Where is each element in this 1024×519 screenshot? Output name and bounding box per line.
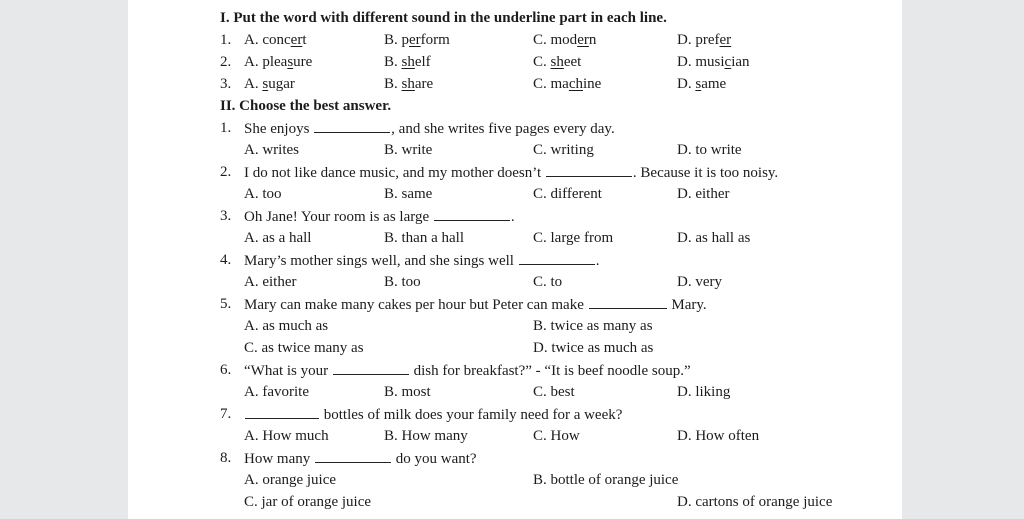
s1-q2-option-b: B. shelf (384, 54, 431, 70)
s2-q5-option-a: A. as much as (244, 318, 329, 334)
s1-q1-option-a: A. concert (244, 32, 307, 48)
s2-q1-option-c: C. writing (533, 142, 594, 158)
s2-q7-option-d: D. How often (677, 428, 760, 444)
s2-q8-number: 8. (220, 450, 232, 466)
s2-q4-stem: Mary’s mother sings well, and she sings well . (244, 253, 600, 269)
s2-q7-number: 7. (220, 406, 232, 422)
s2-q1-option-b: B. write (384, 142, 433, 158)
s2-q5-option-c: C. as twice many as (244, 340, 364, 356)
s1-q3-number: 3. (220, 76, 232, 92)
s2-q6-stem: “What is your dish for breakfast?” - “It is beef noodle soup.” (244, 363, 691, 379)
s2-q7-option-a: A. How much (244, 428, 329, 444)
answer-blank (546, 163, 632, 177)
s1-q3-option-b: B. share (384, 76, 434, 92)
s2-q2-option-a: A. too (244, 186, 282, 202)
s1-q1-number: 1. (220, 32, 232, 48)
s2-q1-option-a: A. writes (244, 142, 299, 158)
s2-q7-option-c: C. How (533, 428, 580, 444)
s1-q3-option-d: D. same (677, 76, 727, 92)
section-2-heading: II. Choose the best answer. (220, 98, 392, 114)
s2-q2-number: 2. (220, 164, 232, 180)
s1-q2-option-a: A. pleasure (244, 54, 313, 70)
s2-q2-option-b: B. same (384, 186, 433, 202)
s2-q6-number: 6. (220, 362, 232, 378)
s2-q8-option-d: D. cartons of orange juice (677, 494, 833, 510)
s1-q3-option-a: A. sugar (244, 76, 295, 92)
s2-q3-stem: Oh Jane! Your room is as large . (244, 209, 515, 225)
s1-q3-option-c: C. machine (533, 76, 602, 92)
s1-q2-option-c: C. sheet (533, 54, 582, 70)
s1-q1-option-c: C. modern (533, 32, 597, 48)
s2-q4-number: 4. (220, 252, 232, 268)
s1-q1-option-d: D. prefer (677, 32, 732, 48)
s2-q5-option-d: D. twice as much as (533, 340, 654, 356)
s2-q4-option-a: A. either (244, 274, 297, 290)
s2-q1-option-d: D. to write (677, 142, 742, 158)
s2-q7-stem: bottles of milk does your family need for a week? (244, 405, 622, 424)
s2-q1-stem: She enjoys , and she writes five pages every day. (244, 121, 615, 137)
worksheet-page (128, 0, 902, 519)
s2-q7-option-b: B. How many (384, 428, 468, 444)
answer-blank (589, 295, 667, 309)
s2-q2-stem: I do not like dance music, and my mother doesn’t . Because it is too noisy. (244, 165, 779, 181)
answer-blank (315, 449, 391, 463)
s2-q5-stem: Mary can make many cakes per hour but Peter can make Mary. (244, 297, 707, 313)
answer-blank (519, 251, 595, 265)
s2-q6-option-c: C. best (533, 384, 575, 400)
s2-q8-option-b: B. bottle of orange juice (533, 472, 679, 488)
s2-q8-stem: How many do you want? (244, 451, 477, 467)
s2-q6-option-d: D. liking (677, 384, 731, 400)
s2-q1-number: 1. (220, 120, 232, 136)
s2-q5-option-b: B. twice as many as (533, 318, 653, 334)
answer-blank (434, 207, 510, 221)
s2-q8-option-a: A. orange juice (244, 472, 337, 488)
s1-q2-number: 2. (220, 54, 232, 70)
s2-q2-option-c: C. different (533, 186, 602, 202)
s2-q3-option-b: B. than a hall (384, 230, 464, 246)
answer-blank (314, 119, 390, 133)
s2-q3-option-a: A. as a hall (244, 230, 312, 246)
s1-q2-option-d: D. musician (677, 54, 750, 70)
s2-q4-option-b: B. too (384, 274, 421, 290)
s2-q3-option-c: C. large from (533, 230, 614, 246)
s2-q6-option-a: A. favorite (244, 384, 309, 400)
s2-q3-option-d: D. as hall as (677, 230, 751, 246)
s2-q6-option-b: B. most (384, 384, 431, 400)
s2-q3-number: 3. (220, 208, 232, 224)
s2-q2-option-d: D. either (677, 186, 730, 202)
s2-q8-option-c: C. jar of orange juice (244, 494, 372, 510)
s2-q4-option-d: D. very (677, 274, 722, 290)
s2-q5-number: 5. (220, 296, 232, 312)
answer-blank (333, 361, 409, 375)
s2-q4-option-c: C. to (533, 274, 563, 290)
answer-blank (245, 405, 319, 419)
section-1-heading: I. Put the word with different sound in the underline part in each line. (220, 10, 667, 26)
s1-q1-option-b: B. perform (384, 32, 450, 48)
